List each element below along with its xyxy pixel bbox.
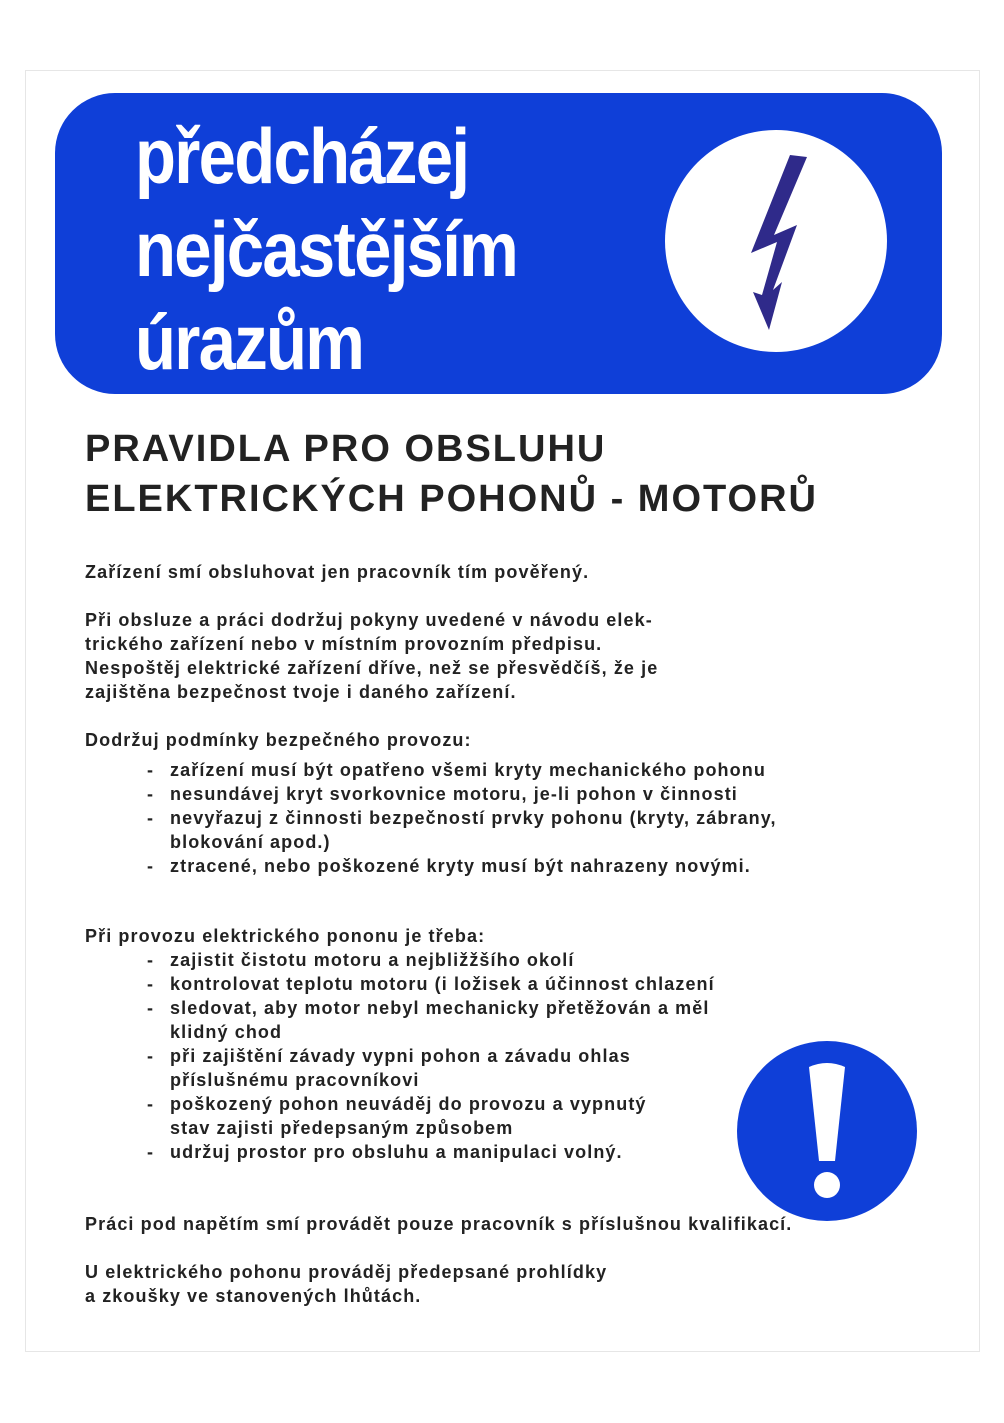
text-line: ztracené, nebo poškozené kryty musí být nahrazeny novými. <box>170 856 751 876</box>
text-line: nevyřazuj z činnosti bezpečností prvky pohonu (kryty, zábrany, <box>170 808 777 828</box>
heading-line: PRAVIDLA PRO OBSLUHU <box>85 428 607 470</box>
bullet-dash: - <box>147 1094 155 1114</box>
text-line: a zkoušky ve stanovených lhůtách. <box>85 1286 422 1306</box>
text-line: U elektrického pohonu prováděj předepsané prohlídky <box>85 1262 608 1282</box>
text-line: Práci pod napětím smí provádět pouze pracovník s příslušnou kvalifikací. <box>85 1214 793 1234</box>
text-line: Zařízení smí obsluhovat jen pracovník tím pověřený. <box>85 562 590 582</box>
list-item <box>85 782 945 806</box>
paragraph-conditions-title <box>85 728 945 752</box>
list-item <box>85 972 945 996</box>
paragraph-instructions <box>85 608 945 704</box>
list-item <box>85 854 945 878</box>
text-line: příslušnému pracovníkovi <box>170 1070 420 1090</box>
text-line: Dodržuj podmínky bezpečného provozu: <box>85 730 472 750</box>
bullet-dash: - <box>147 808 155 828</box>
paragraph-inspections <box>85 1260 945 1308</box>
lightning-bolt-icon <box>665 130 887 352</box>
text-line: Při obsluze a práci dodržuj pokyny uvedené v návodu elek- <box>85 610 653 630</box>
list-item <box>85 758 945 782</box>
text-line: při zajištění závady vypni pohon a závadu ohlas <box>170 1046 631 1066</box>
mandatory-action-sign <box>737 1041 917 1221</box>
text-line: udržuj prostor pro obsluhu a manipulaci volný. <box>170 1142 623 1162</box>
list-item <box>85 806 945 854</box>
bullet-dash: - <box>147 1046 155 1066</box>
banner-title-line: nejčastějším <box>135 205 518 293</box>
text-line: klidný chod <box>170 1022 283 1042</box>
list-item <box>85 948 945 972</box>
paragraph-operation-title <box>85 924 945 948</box>
text-line: zajistit čistotu motoru a nejbližžšího okolí <box>170 950 575 970</box>
list-item <box>85 996 945 1044</box>
text-line: sledovat, aby motor nebyl mechanicky přetěžován a měl <box>170 998 710 1018</box>
banner-title <box>135 110 517 389</box>
text-line: blokování apod.) <box>170 832 331 852</box>
text-line: trického zařízení nebo v místním provozním předpisu. <box>85 634 603 654</box>
banner-title-line: předcházej <box>135 112 469 200</box>
bullet-dash: - <box>147 1142 155 1162</box>
bullet-dash: - <box>147 974 155 994</box>
text-line: zajištěna bezpečnost tvoje i daného zařízení. <box>85 682 517 702</box>
text-line: poškozený pohon neuváděj do provozu a vypnutý <box>170 1094 647 1114</box>
banner-title-line: úrazům <box>135 298 364 386</box>
text-line: kontrolovat teplotu motoru (i ložisek a účinnost chlazení <box>170 974 715 994</box>
bullet-dash: - <box>147 784 155 804</box>
heading-line: ELEKTRICKÝCH POHONŮ - MOTORŮ <box>85 478 818 520</box>
bullet-dash: - <box>147 998 155 1018</box>
bullet-dash: - <box>147 856 155 876</box>
paragraph-authorized <box>85 560 945 584</box>
text-line: zařízení musí být opatřeno všemi kryty mechanického pohonu <box>170 760 766 780</box>
text-line: Při provozu elektrického pononu je třeba: <box>85 926 486 946</box>
electric-hazard-sign <box>665 130 887 352</box>
bullet-dash: - <box>147 760 155 780</box>
main-heading <box>85 424 818 524</box>
text-line: Nespoštěj elektrické zařízení dříve, než se přesvědčíš, že je <box>85 658 659 678</box>
text-line: stav zajisti předepsaným způsobem <box>170 1118 514 1138</box>
text-line: nesundávej kryt svorkovnice motoru, je-li pohon v činnosti <box>170 784 738 804</box>
bullet-dash: - <box>147 950 155 970</box>
conditions-list <box>85 758 945 878</box>
exclamation-mark-icon <box>737 1041 917 1221</box>
